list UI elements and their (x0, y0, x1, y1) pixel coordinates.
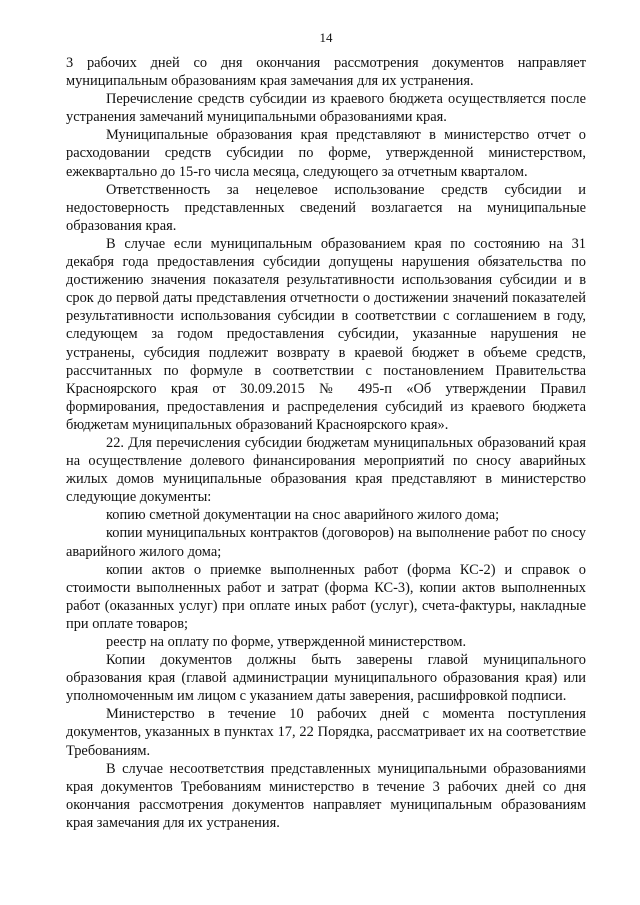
paragraph: Перечисление средств субсидии из краевого бюджета осуществляется после устранения замечаний муниципальными образованиями края. (66, 91, 586, 126)
paragraph: Копии документов должны быть заверены главой муниципального образования края (главой администрации муниципального образования края) или уполномоченным им лицом с указанием даты заверения, расшифровкой подписи. (66, 652, 586, 705)
paragraph-continuation: 3 рабочих дней со дня окончания рассмотрения документов направляет муниципальным образованиям края замечания для их устранения. (66, 55, 586, 90)
paragraph: В случае несоответствия представленных муниципальными образованиями края документов Требованиям министерство в течение 3 рабочих дней со дня окончания рассмотрения документов направляет муниципальным образованиям края замечания для их устранения. (66, 760, 586, 831)
paragraph: Министерство в течение 10 рабочих дней с момента поступления документов, указанных в пунктах 17, 22 Порядка, рассматривает их на соответствие Требованиям. (66, 706, 586, 759)
page-number: 14 (319, 30, 333, 45)
list-item: копии актов о приемке выполненных работ (форма КС-2) и справок о стоимости выполненных работ и затрат (форма КС-3), копии актов выполненных работ (оказанных услуг) при оплате иных работ (услуг), счета-фактуры, накладные при оплате товаров; (66, 561, 586, 632)
paragraph: В случае если муниципальным образованием края по состоянию на 31 декабря года предоставления субсидии допущены нарушения обязательства по достижению значения показателя результативности использования субсидии и в срок до первой даты представления отчетности о достижении значений показателей результативности использования субсидии в соответствии с соглашением в году, следующем за годом предоставления субсидии, указанные нарушения не устранены, субсидия подлежит возврату в краевой бюджет в объеме средств, рассчитанных по формуле в соответствии с постановлением Правительства Красноярского края от 30.09.2015 № 495-п «Об утверждении Правил формирования, предоставления и распределения субсидий из краевого бюджета бюджетам муниципальных образований Красноярского края». (66, 235, 586, 433)
paragraph: Муниципальные образования края представляют в министерство отчет о расходовании средств субсидии по форме, утвержденной министерством, ежеквартально до 15-го числа месяца, следующего за отчетным кварталом. (66, 127, 586, 180)
paragraph-item-22: 22. Для перечисления субсидии бюджетам муниципальных образований края на осуществление долевого финансирования мероприятий по сносу аварийных жилых домов муниципальные образования края представляют в министерство следующие документы: (66, 434, 586, 506)
list-item: копии муниципальных контрактов (договоров) на выполнение работ по сносу аварийного жилого дома; (66, 525, 586, 560)
paragraph: Ответственность за нецелевое использование средств субсидии и недостоверность представленных сведений возлагается на муниципальные образования края. (66, 181, 586, 234)
list-item: копию сметной документации на снос аварийного жилого дома; (106, 507, 500, 524)
list-item: реестр на оплату по форме, утвержденной министерством. (106, 634, 467, 650)
